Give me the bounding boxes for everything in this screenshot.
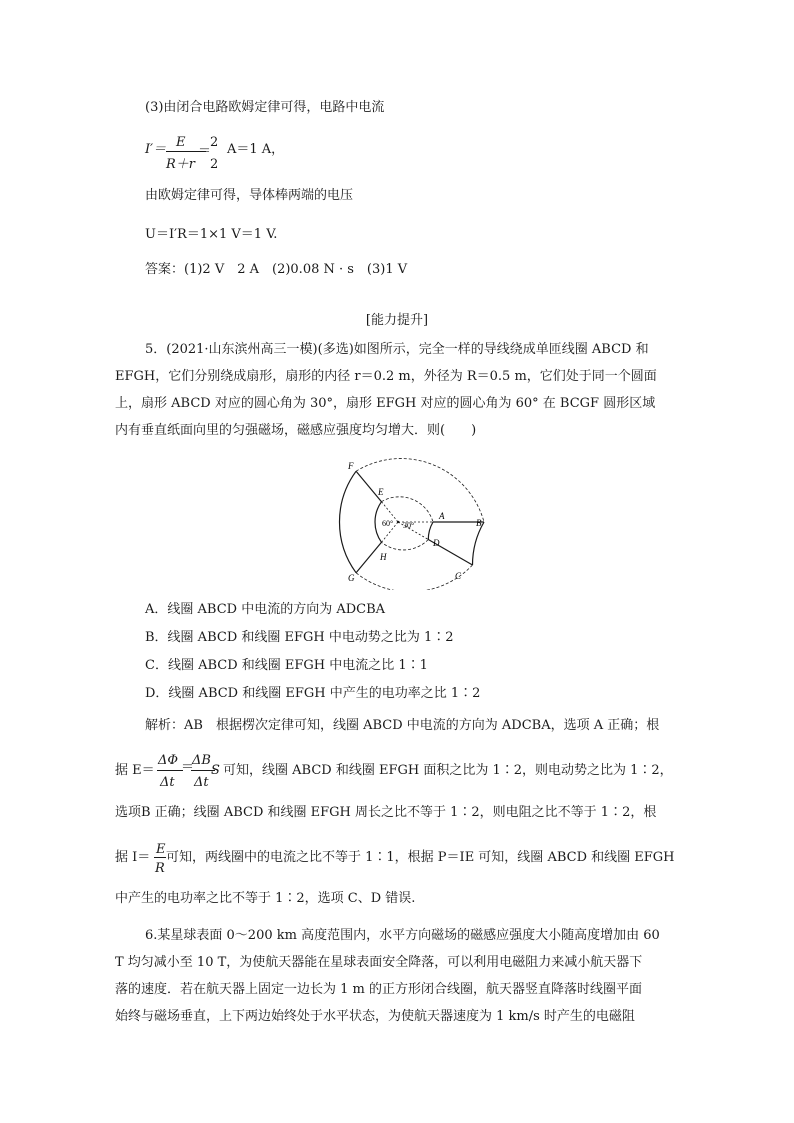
frac1-denominator: Δt	[160, 775, 175, 790]
outer-arc-dashed-top	[356, 459, 484, 522]
frac1-numerator: ΔΦ	[158, 753, 179, 768]
q5-option-c: C．线圈 ABCD 和线圈 EFGH 中电流之比 1∶1	[145, 658, 428, 673]
inner-arc-dashed-bottom	[382, 540, 429, 550]
outer-arc-left	[339, 471, 356, 573]
q6-line-1: 6.某星球表面 0～200 km 高度范围内，水平方向磁场的磁感应强度大小随高度增加由 60	[145, 928, 660, 943]
label-g: G	[348, 573, 355, 583]
frac3-bar	[154, 857, 166, 858]
q5-option-b: B．线圈 ABCD 和线圈 EFGH 中电动势之比为 1∶2	[145, 630, 454, 645]
ohm-law-line: 由欧姆定律可得，导体棒两端的电压	[145, 188, 354, 203]
eq1-lhs: I′＝	[145, 142, 167, 157]
label-a: A	[439, 511, 445, 521]
analysis-line-1: 解析：AB 根据楞次定律可知，线圈 ABCD 中电流的方向为 ADCBA，选项 A 正确；根	[145, 718, 660, 733]
frac3-denominator: R	[155, 861, 165, 876]
analysis-l2-pre: 据 E＝	[115, 763, 155, 778]
eq1-rhs: A＝1 A，	[227, 142, 285, 157]
part3-intro: (3)由闭合电路欧姆定律可得，电路中电流	[145, 100, 385, 115]
eq1-numerator2: 2	[210, 135, 219, 150]
label-h: H	[380, 552, 387, 562]
frac2-denominator: Δt	[194, 775, 209, 790]
eq1-numerator: E	[176, 135, 186, 150]
label-b: B	[476, 518, 482, 528]
analysis-l2-post: 可知，线圈 ABCD 和线圈 EFGH 面积之比为 1∶2，则电动势之比为 1∶2，	[223, 763, 673, 778]
center-point	[397, 521, 399, 523]
eq1-equals: ＝	[198, 144, 212, 159]
angle-60: 60°	[382, 519, 394, 528]
frac1-bar	[157, 770, 183, 771]
section-title: [能力提升]	[365, 313, 429, 328]
frac3-numerator: E	[156, 842, 166, 857]
analysis-l2-eq: ＝	[181, 760, 195, 775]
q6-line-2: T 均匀减小至 10 T，为使航天器能在星球表面安全降落，可以利用电磁阻力来减小航天器下	[115, 955, 643, 970]
inner-arc-right	[428, 522, 433, 540]
label-e: E	[378, 487, 384, 497]
label-f: F	[348, 461, 354, 471]
equation-voltage: U＝I′R＝1×1 V＝1 V.	[145, 227, 278, 242]
answer-line: 答案：(1)2 V 2 A (2)0.08 N · s (3)1 V	[145, 262, 408, 277]
q5-line-1: 5．(2021·山东滨州高三一模)(多选)如图所示，完全一样的导线绕成单匝线圈 ABCD 和	[145, 342, 649, 357]
label-d: D	[433, 538, 440, 548]
eq1-denominator: R＋r	[166, 157, 196, 172]
q5-option-a: A．线圈 ABCD 中电流的方向为 ADCBA	[145, 602, 386, 617]
q6-line-3: 落的速度．若在航天器上固定一边长为 1 m 的正方形闭合线圈，航天器竖直降落时线圈平面	[115, 982, 642, 997]
angle-30: 30°	[403, 521, 415, 530]
q5-option-d: D．线圈 ABCD 和线圈 EFGH 中产生的电功率之比 1∶2	[145, 686, 481, 701]
outer-arc-right	[473, 522, 485, 565]
frac2-numerator: ΔB	[192, 753, 211, 768]
radial-gh	[356, 542, 381, 573]
analysis-l2-s: S	[211, 763, 220, 778]
q5-line-3: 上，扇形 ABCD 对应的圆心角为 30°，扇形 EFGH 对应的圆心角为 60° 在 BCGF 圆形区域	[115, 396, 656, 411]
q5-line-2: EFGH，它们分别绕成扇形，扇形的内径 r＝0.2 m，外径为 R＝0.5 m，它们处于同一个圆面	[115, 369, 657, 384]
analysis-line-3: 选项B 正确；线圈 ABCD 和线圈 EFGH 周长之比不等于 1∶2，则电阻之比不等于 1∶2，根	[115, 805, 657, 820]
q5-line-4: 内有垂直纸面向里的匀强磁场，磁感应强度均匀增大．则( )	[115, 423, 477, 438]
analysis-l4-pre: 据 I＝	[115, 850, 151, 865]
inner-arc-left	[375, 502, 381, 543]
q6-line-4: 始终与磁场垂直，上下两边始终处于水平状态，为使航天器速度为 1 km/s 时产生的电磁阻	[115, 1009, 635, 1024]
analysis-line-5: 中产生的电功率之比不等于 1∶2，选项 C、D 错误.	[115, 891, 416, 906]
analysis-l4-post: 可知，两线圈中的电流之比不等于 1∶1，根据 P＝IE 可知，线圈 ABCD 和线圈 EFGH	[166, 850, 675, 865]
label-c: C	[455, 571, 462, 581]
eq1-denominator2: 2	[210, 157, 219, 172]
q5-figure	[320, 450, 490, 590]
